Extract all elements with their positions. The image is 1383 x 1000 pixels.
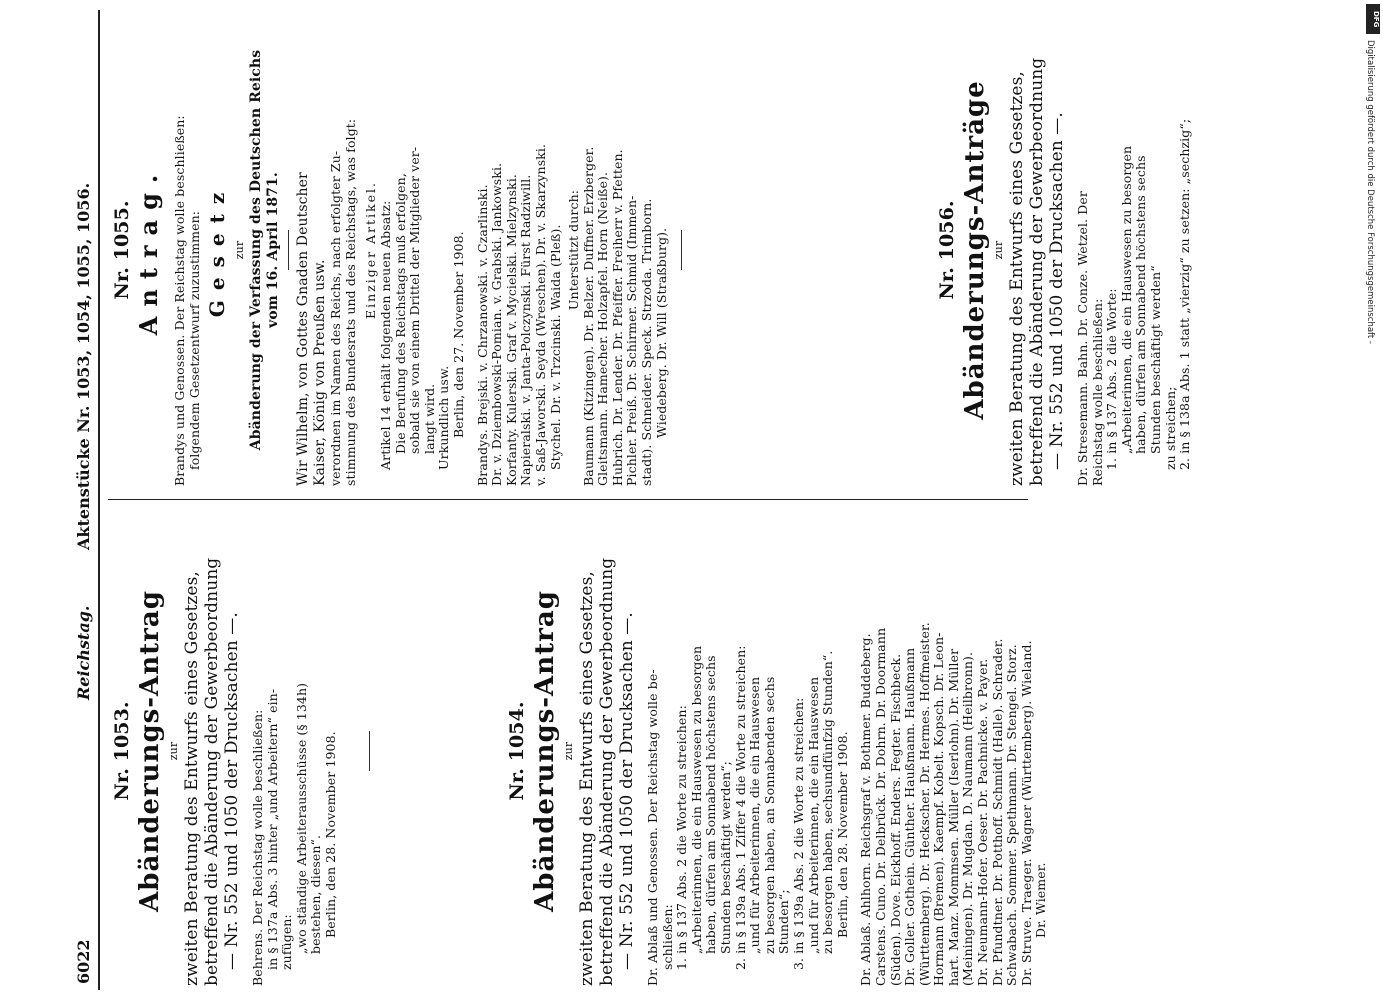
date-line: Berlin, den 28. November 1908. [322,731,338,938]
body-line: 3. in § 139a Abs. 2 die Worte zu streichen: [790,697,806,970]
reference-line: betreffend die Abänderung der Gewerbeordnung [1027,57,1047,486]
body-line: langt wird. [421,383,437,454]
signer-line: Dr. Neumann-Hofer. Oeser. Dr. Pachnicke. v. Payer. [975,658,991,986]
body-line: stimmung des Bundesrats und des Reichstags, was folgt: [342,118,358,486]
intro-line: Brandys und Genossen. Der Reichstag wolle beschließen: [172,115,187,486]
section-1055 [110,14,688,486]
page-number: 6022 [74,939,93,984]
date-line: Berlin, den 27. November 1908. [450,231,466,438]
section-1054 [505,516,1049,986]
body-line: schließen: [659,904,675,970]
section-1056 [935,14,1193,486]
zur-label: zur [233,240,247,260]
body-line: „und für Arbeiterinnen, die ein Hauswesen [747,676,763,954]
digitization-note [1363,10,1377,730]
body-line: 2. in § 139a Abs. 1 Ziffer 4 die Worte zu streichen: [732,645,748,970]
body-line: verordnen im Namen des Reichs, nach erfolgter Zu- [328,150,344,486]
body-line: Stunden beschäftigt werden“ [1147,265,1163,454]
column-divider [108,499,1028,500]
body-line: Dr. Stresemann. Bahn. Dr. Conze. Wetzel. Der [1075,191,1090,486]
section-title: Antrag. [134,164,163,336]
date-line: Berlin, den 28. November 1908. [834,731,850,938]
body-line: „Arbeiterinnen, die ein Hauswesen zu besorgen [1118,145,1134,454]
section-title: Abänderungs-Anträge [960,80,990,420]
signer-line: (Württemberg). Dr. Heckscher. Dr. Hermes. Hoffmeister. [916,622,932,986]
section-number: Nr. 1053. [111,701,133,801]
digitization-text: Digitalisierung gefördert durch die Deutsche Forschungsgemeinschaft - [1365,40,1375,344]
body-line: Die Berufung des Reichstags muß erfolgen, [392,173,408,454]
header-center: Aktenstücke Nr. 1053, 1054, 1055, 1056. [74,182,93,550]
reference-line: — Nr. 552 und 1050 der Drucksachen —. [617,612,637,970]
signer-line: Dr. Wiemer. [1033,862,1049,938]
body-line: bestehen, diesen“. [308,834,324,954]
supporter-line: Wiedeberg. Dr. Will (Straßburg). [653,227,669,438]
reference-line: zweiten Beratung des Entwurfs eines Gesetzes, [182,571,202,986]
body-line: zu besorgen haben, sechsundfünfzig Stunden“. [820,650,836,954]
signer-line: (Meiningen). Dr. Mugdan. D. Naumann (Heilbronn). [960,651,976,986]
section-number: Nr. 1056. [936,200,958,300]
signer-line: Brandys. Brejski. v. Chrzanowski. v. Czarlinski. [474,184,490,486]
law-title: vom 16. April 1871. [265,172,282,328]
body-line: „wo ständige Arbeiterausschüsse (§ 134h) [293,682,309,954]
law-title: Abänderung der Verfassung des Deutschen Reichs [248,49,265,451]
body-line: zu streichen; [1162,386,1178,470]
body-line: Behrens. Der Reichstag wolle beschließen: [250,709,265,986]
body-line: haben, dürfen am Sonnabend höchstens sechs [703,655,719,954]
body-line: 1. in § 137 Abs. 2 die Worte: [1104,288,1120,470]
section-number: Nr. 1054. [506,701,528,801]
reference-line: zweiten Beratung des Entwurfs eines Gesetzes, [577,571,597,986]
body-line: in § 137a Abs. 3 hinter „und Arbeitern“ ein- [264,688,280,970]
supporter-line: Hubrich. Dr. Lender. Dr. Pfeiffer. Freiherr v. Pfetten. [609,149,625,486]
gesetz-heading: Gesetz [205,182,230,318]
section-title: Abänderungs-Antrag [530,590,560,912]
signer-line: v. Saß-Jaworski. Seyda (Wreschen). Dr. v. Skarzynski. [532,143,548,486]
reference-line: betreffend die Abänderung der Gewerbeordnung [202,557,222,986]
body-line: zufügen: [279,914,295,970]
supporter-line: Gleitsmann. Hamecher. Holzapfel. Horn (Neiße). [595,171,611,486]
signer-line: hart. Manz. Mommsen. Müller (Iserlohn). Dr. Müller [945,648,961,986]
signer-line: Dr. v. Dziembowski-Pomian. v. Grabski. Jankowski. [489,162,505,486]
zur-label: zur [167,741,180,761]
supporter-line: Baumann (Kitzingen). Dr. Belzer. Duffner. Erzberger. [580,146,596,486]
body-line: Reichstag wolle beschließen: [1089,298,1105,486]
supporter-line: stadt). Schneider. Speck. Strzoda. Trimborn. [639,198,655,486]
signer-line: Dr. Pfundtner. Dr. Potthoff. Schmidt (Halle). Schrader. [989,638,1005,986]
supported-label: Unterstützt durch: [566,189,582,311]
signer-line: Korfanty. Kulerski. Graf v. Mycielski. Mielzynski. [503,173,519,486]
body-line: 2. in § 138a Abs. 1 statt „vierzig“ zu setzen: „sechzig“; [1177,118,1193,470]
dfg-logo: DFG [1366,4,1380,34]
body-line: Artikel 14 erhält folgenden neuen Absatz: [377,200,393,470]
body-line: Stunden“; [776,889,792,954]
body-line: Urkundlich usw. [436,365,452,470]
section-number: Nr. 1055. [111,200,133,300]
signer-line: Dr. Ablaß. Ahlhorn. Reichsgraf v. Bothmer. Buddeberg. [858,633,874,986]
running-header [72,0,98,1000]
body-line: Dr. Ablaß und Genossen. Der Reichstag wolle be- [645,669,660,986]
reference-line: betreffend die Abänderung der Gewerbeordnung [597,557,617,986]
header-rule [98,10,100,990]
body-line: Kaiser, König von Preußen usw. [312,259,329,486]
body-line: Wir Wilhelm, von Gottes Gnaden Deutscher [295,172,312,486]
body-line: „und für Arbeiterinnen, die ein Hauswesen [805,676,821,954]
body-line: sobald sie von einem Drittel der Mitglieder ver- [407,146,423,454]
body-line: „Arbeiterinnen, die ein Hauswesen zu besorgen [688,645,704,954]
signer-line: Stychel. Dr. v. Trzcinski. Waida (Pleß). [547,224,563,470]
zur-label: zur [562,741,575,761]
section-title: Abänderungs-Antrag [135,590,165,912]
intro-line: folgendem Gesetzentwurf zuzustimmen: [186,210,202,470]
signer-line: Carstens. Cuno. Dr. Delbrück. Dr. Dohrn. Dr. Doormann [872,627,888,986]
signer-line: Dr. Struve. Traeger. Wagner (Württemberg). Wieland. [1018,640,1034,986]
signer-line: Schwabach. Sommer. Spethmann. Dr. Stengel. Storz. [1004,644,1020,986]
signer-line: Hormann (Bremen). Kaempf. Kobelt. Kopsch. Dr. Leon- [931,632,947,986]
article-heading: Einziger Artikel. [363,180,379,320]
signer-line: (Süden). Dove. Eickhoff. Enders. Fegter. Fischbeck. [887,653,903,986]
body-line: zu besorgen haben, an Sonnabenden sechs [761,676,777,954]
reference-line: — Nr. 552 und 1050 der Drucksachen —. [1047,112,1067,470]
signer-line: Napieralski. v. Janta-Polczynski. Fürst Radziwill. [518,174,534,486]
zur-label: zur [992,240,1005,260]
signer-line: Dr. Goller. Gothein. Günther. Haußmann. Haußmann [902,647,918,986]
body-line: Stunden beschäftigt werden“; [717,761,733,954]
body-line: haben, dürfen am Sonnabend höchstens sechs [1133,155,1149,454]
header-left: Reichstag. [74,605,93,700]
reference-line: — Nr. 552 und 1050 der Drucksachen —. [222,612,242,970]
section-1053 [110,516,376,986]
reference-line: zweiten Beratung des Entwurfs eines Gesetzes, [1007,71,1027,486]
body-line: 1. in § 137 Abs. 2 die Worte zu streichen: [674,705,690,970]
supporter-line: Pichler. Preiß. Dr. Schirmer. Schmid (Immen- [624,195,640,486]
